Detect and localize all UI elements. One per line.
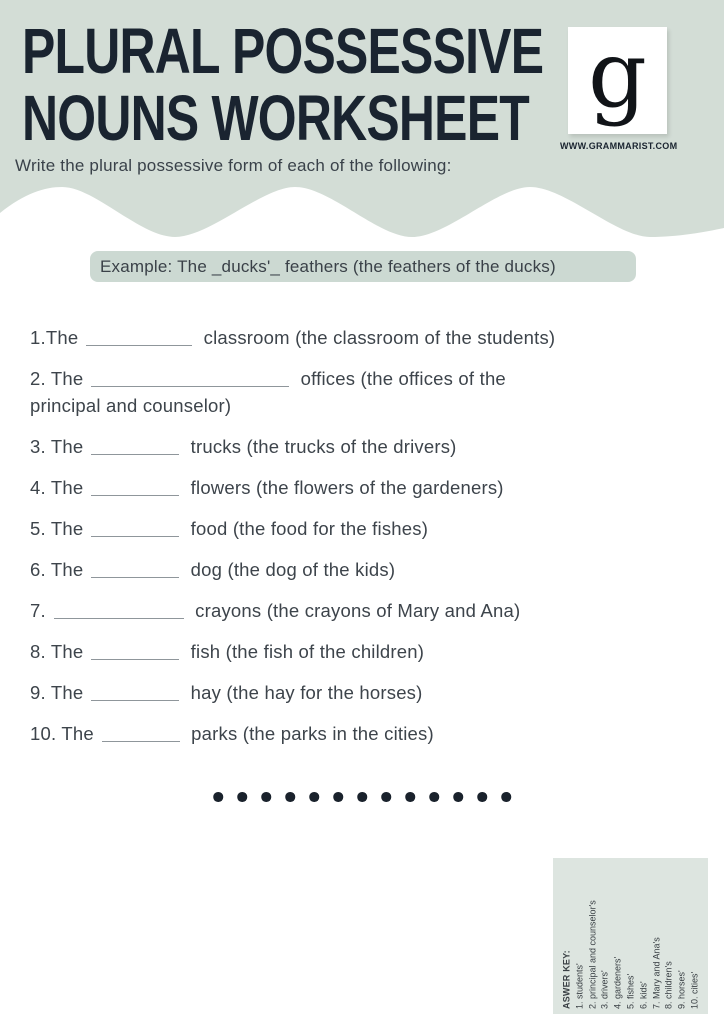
answer-key-item: 1. students' [573, 963, 584, 1009]
dot-icon [357, 792, 367, 802]
dot-icon [213, 792, 223, 802]
question-item [30, 433, 685, 460]
wave-divider [0, 185, 724, 240]
dot-icon [261, 792, 271, 802]
question-prefix: 9. The [30, 682, 84, 703]
page-title-line1: PLURAL POSSESSIVE [22, 15, 544, 87]
answer-key-box [553, 858, 708, 1014]
answer-key-title: ASWER KEY: [561, 950, 572, 1009]
question-suffix: hay (the hay for the horses) [185, 682, 423, 703]
answer-blank[interactable] [91, 685, 179, 701]
answer-key-item: 8. children's [663, 961, 674, 1009]
answer-blank[interactable] [91, 562, 179, 578]
question-prefix: 8. The [30, 641, 84, 662]
question-prefix: 10. The [30, 723, 94, 744]
answer-key-item: 6. kids' [637, 981, 648, 1009]
dot-icon [309, 792, 319, 802]
question-item [30, 474, 685, 501]
answer-blank[interactable] [91, 371, 289, 387]
answer-key-item: 5. fishes' [625, 973, 636, 1009]
question-item [30, 720, 685, 747]
dot-icon [405, 792, 415, 802]
answer-blank[interactable] [91, 644, 179, 660]
dot-icon [285, 792, 295, 802]
dots-divider [213, 792, 511, 802]
dot-icon [429, 792, 439, 802]
answer-blank[interactable] [91, 480, 179, 496]
answer-blank[interactable] [91, 439, 179, 455]
logo-letter: g [588, 20, 647, 128]
question-suffix: food (the food for the fishes) [185, 518, 429, 539]
question-prefix: 6. The [30, 559, 84, 580]
question-item [30, 365, 685, 419]
dot-icon [477, 792, 487, 802]
answer-key-item: 4. gardeners' [612, 956, 623, 1009]
answer-key-content [560, 863, 701, 1009]
answer-key-item: 9. horses' [676, 970, 687, 1009]
question-item [30, 638, 685, 665]
question-suffix: offices (the offices of the [295, 368, 506, 389]
question-prefix: 1.The [30, 327, 79, 348]
dot-icon [237, 792, 247, 802]
question-list [30, 324, 685, 761]
answer-key-item: 3. drivers' [599, 970, 610, 1009]
question-prefix: 7. [30, 600, 46, 621]
question-suffix-line2: principal and counselor) [30, 395, 232, 416]
dot-icon [453, 792, 463, 802]
question-prefix: 2. The [30, 368, 84, 389]
question-suffix: dog (the dog of the kids) [185, 559, 396, 580]
question-prefix: 5. The [30, 518, 84, 539]
answer-key-item: 7. Mary and Ana's [650, 937, 661, 1009]
answer-blank[interactable] [54, 603, 184, 619]
question-item [30, 556, 685, 583]
question-item [30, 515, 685, 542]
question-item [30, 597, 685, 624]
logo-g-icon [568, 20, 667, 134]
question-prefix: 3. The [30, 436, 84, 457]
question-suffix: fish (the fish of the children) [185, 641, 425, 662]
example-box: Example: The _ducks'_ feathers (the feathers of the ducks) [90, 251, 636, 282]
dot-icon [381, 792, 391, 802]
question-suffix: parks (the parks in the cities) [185, 723, 434, 744]
answer-blank[interactable] [91, 521, 179, 537]
answer-blank[interactable] [86, 330, 192, 346]
question-item [30, 679, 685, 706]
question-item [30, 324, 685, 351]
answer-key-item: 10. cities' [689, 971, 700, 1009]
page-title-line2: NOUNS WORKSHEET [22, 82, 529, 155]
question-suffix: crayons (the crayons of Mary and Ana) [189, 600, 521, 621]
question-suffix: flowers (the flowers of the gardeners) [185, 477, 504, 498]
logo-url: WWW.GRAMMARIST.COM [560, 141, 678, 151]
page-title [22, 15, 544, 155]
grammarist-logo [560, 20, 678, 151]
answer-blank[interactable] [102, 726, 180, 742]
dot-icon [501, 792, 511, 802]
question-suffix: trucks (the trucks of the drivers) [185, 436, 457, 457]
answer-key-item: 2. principal and counselor's [586, 900, 597, 1009]
instructions-text: Write the plural possessive form of each of the following: [15, 156, 452, 175]
question-prefix: 4. The [30, 477, 84, 498]
question-suffix: classroom (the classroom of the students) [198, 327, 556, 348]
dot-icon [333, 792, 343, 802]
